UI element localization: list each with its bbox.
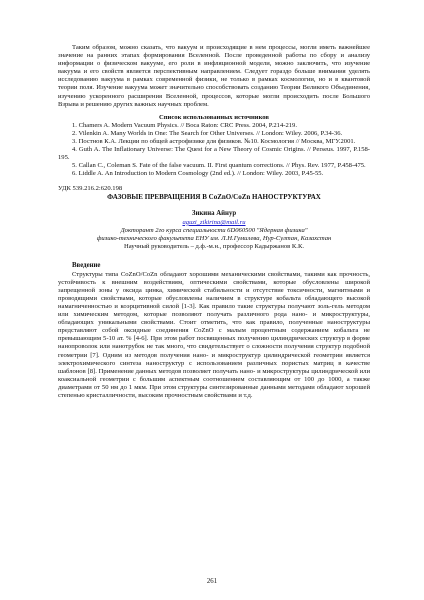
affiliation-line-1: Докторант 2го курса специальности 6D060500 "Ядерная физика" xyxy=(120,227,308,235)
article-body: Структуры типа CoZnO/CoZn обладают хорошими механическими свойствами, такими как прочность, устойчивость к внешним воздействиям, оптическими свойствами, которые обусловлены широкой запрещенной зоны у оксида цинка, химической стабильности и отсутствие токсичности, магнитными и проводящими свойствами, которые обусловлены наличием в структуре кобальта обладающего высокой намагниченностью и коэрцитивной силой [1-3]. Как правило такие структуры получают золь-гель методом или химическим методом, которые позволяют получать различного рода нано- и микроструктуры, обладающих уникальными свойствами. Стоит отметить, что как правило, полученные наноструктуры представляют собой оксидные соединения CoZnO с малым процентным содержанием кобальта не превышающим 5-10 ат. % [4-6]. При этом работ посвященных получению цилиндрических структур в форме нанопроволок или нанотрубок не так много, что свидетельствует о сложности получения структур подобной геометрии [7]. Одним из методов получения нано- и микроструктур цилиндрической геометрии является электрохимического синтеза наноструктур с использованием различных пористых матриц в качестве шаблонов [8]. Применение данных методов позволяет получать нано- и микроструктуры цилиндрической или коаксиальной геометрии с большим аспектным соотношением составляющим от 100 до 1000, а также диаметрами от 50 нм до 1 мкм. При этом структуры синтезированные данными методами обладают хорошей степенью кристалличности, высоким прочностным свойствами и т.д. xyxy=(58,270,370,400)
author-name: Зикина Айнур xyxy=(191,210,237,218)
reference-item: 6. Liddle A. An Introduction to Modern Cosmology (2nd ed.). // London: Wiley. 2003, P.45-55. xyxy=(72,170,324,178)
reference-item: 3. Постнов К.А. Лекции по общей астрофизике для физиков. №10. Космология // Москва, МГУ.2001. xyxy=(72,137,356,145)
author-email-link[interactable]: aguzi_zikirina@mail.ru xyxy=(182,218,246,226)
reference-item: 4. Guth A. The Inflationary Universe: The Quest for a New Theory of Cosmic Origins. // Perseus. 1997, P.158-195. xyxy=(58,146,370,162)
supervisor-line: Научный руководитель – д.ф.-м.н., профессор Кадыржанов К.К. xyxy=(123,243,304,251)
intro-paragraph: Таким образом, можно сказать, что вакуум и происходящие в нем процессы, могли иметь важнейшее значение на ранних этапах формирования Вселенной. После проведенной работы по сбору и анализу информации о физическом вакууме, его роли в инфляционной модели, можно заключить, что изучение вакуума и его свойств является перспективным направлением. Следует гораздо больше внимания уделять исследованию вакуума в рамках современной физики, не только в рамках космологии, но и в квантовой теории поля. Изучение вакуума может значительно способствовать созданию Теории Великого Объединения, изучению ускоренного расширения Вселенной, процессов, которые могли происходить после Большого Взрыва и решению других важных научных проблем. xyxy=(58,44,370,108)
references-list xyxy=(58,122,370,179)
section-title: Введение xyxy=(72,261,101,269)
reference-item: 1. Chamers A. Modern Vacuum Physics. // Boca Raton: CRC Press. 2004, P.214-219. xyxy=(72,121,297,129)
reference-item: 2. Vilenkin A. Many Worlds in One: The Search for Other Universes. // London: Wiley. 2006, P.34-36. xyxy=(72,129,343,137)
article-title: ФАЗОВЫЕ ПРЕВРАЩЕНИЯ В CoZnO/CoZn НАНОСТРУКТУРАХ xyxy=(107,193,321,202)
references-title: Список использованных источников xyxy=(159,113,269,121)
page-number: 261 xyxy=(206,578,218,585)
udc-code: УДК 539.216.2:620.198 xyxy=(58,185,123,193)
affiliation-line-2: физико-технического факультета ЕНУ им. Л.Н.Гумилева, Нур-Султан, Казахстан xyxy=(96,235,332,243)
reference-item: 5. Callan C., Coleman S. Fate of the false vacuum. II. First quantum corrections. // Phys. Rev. 1977, P.458-475. xyxy=(72,162,366,170)
